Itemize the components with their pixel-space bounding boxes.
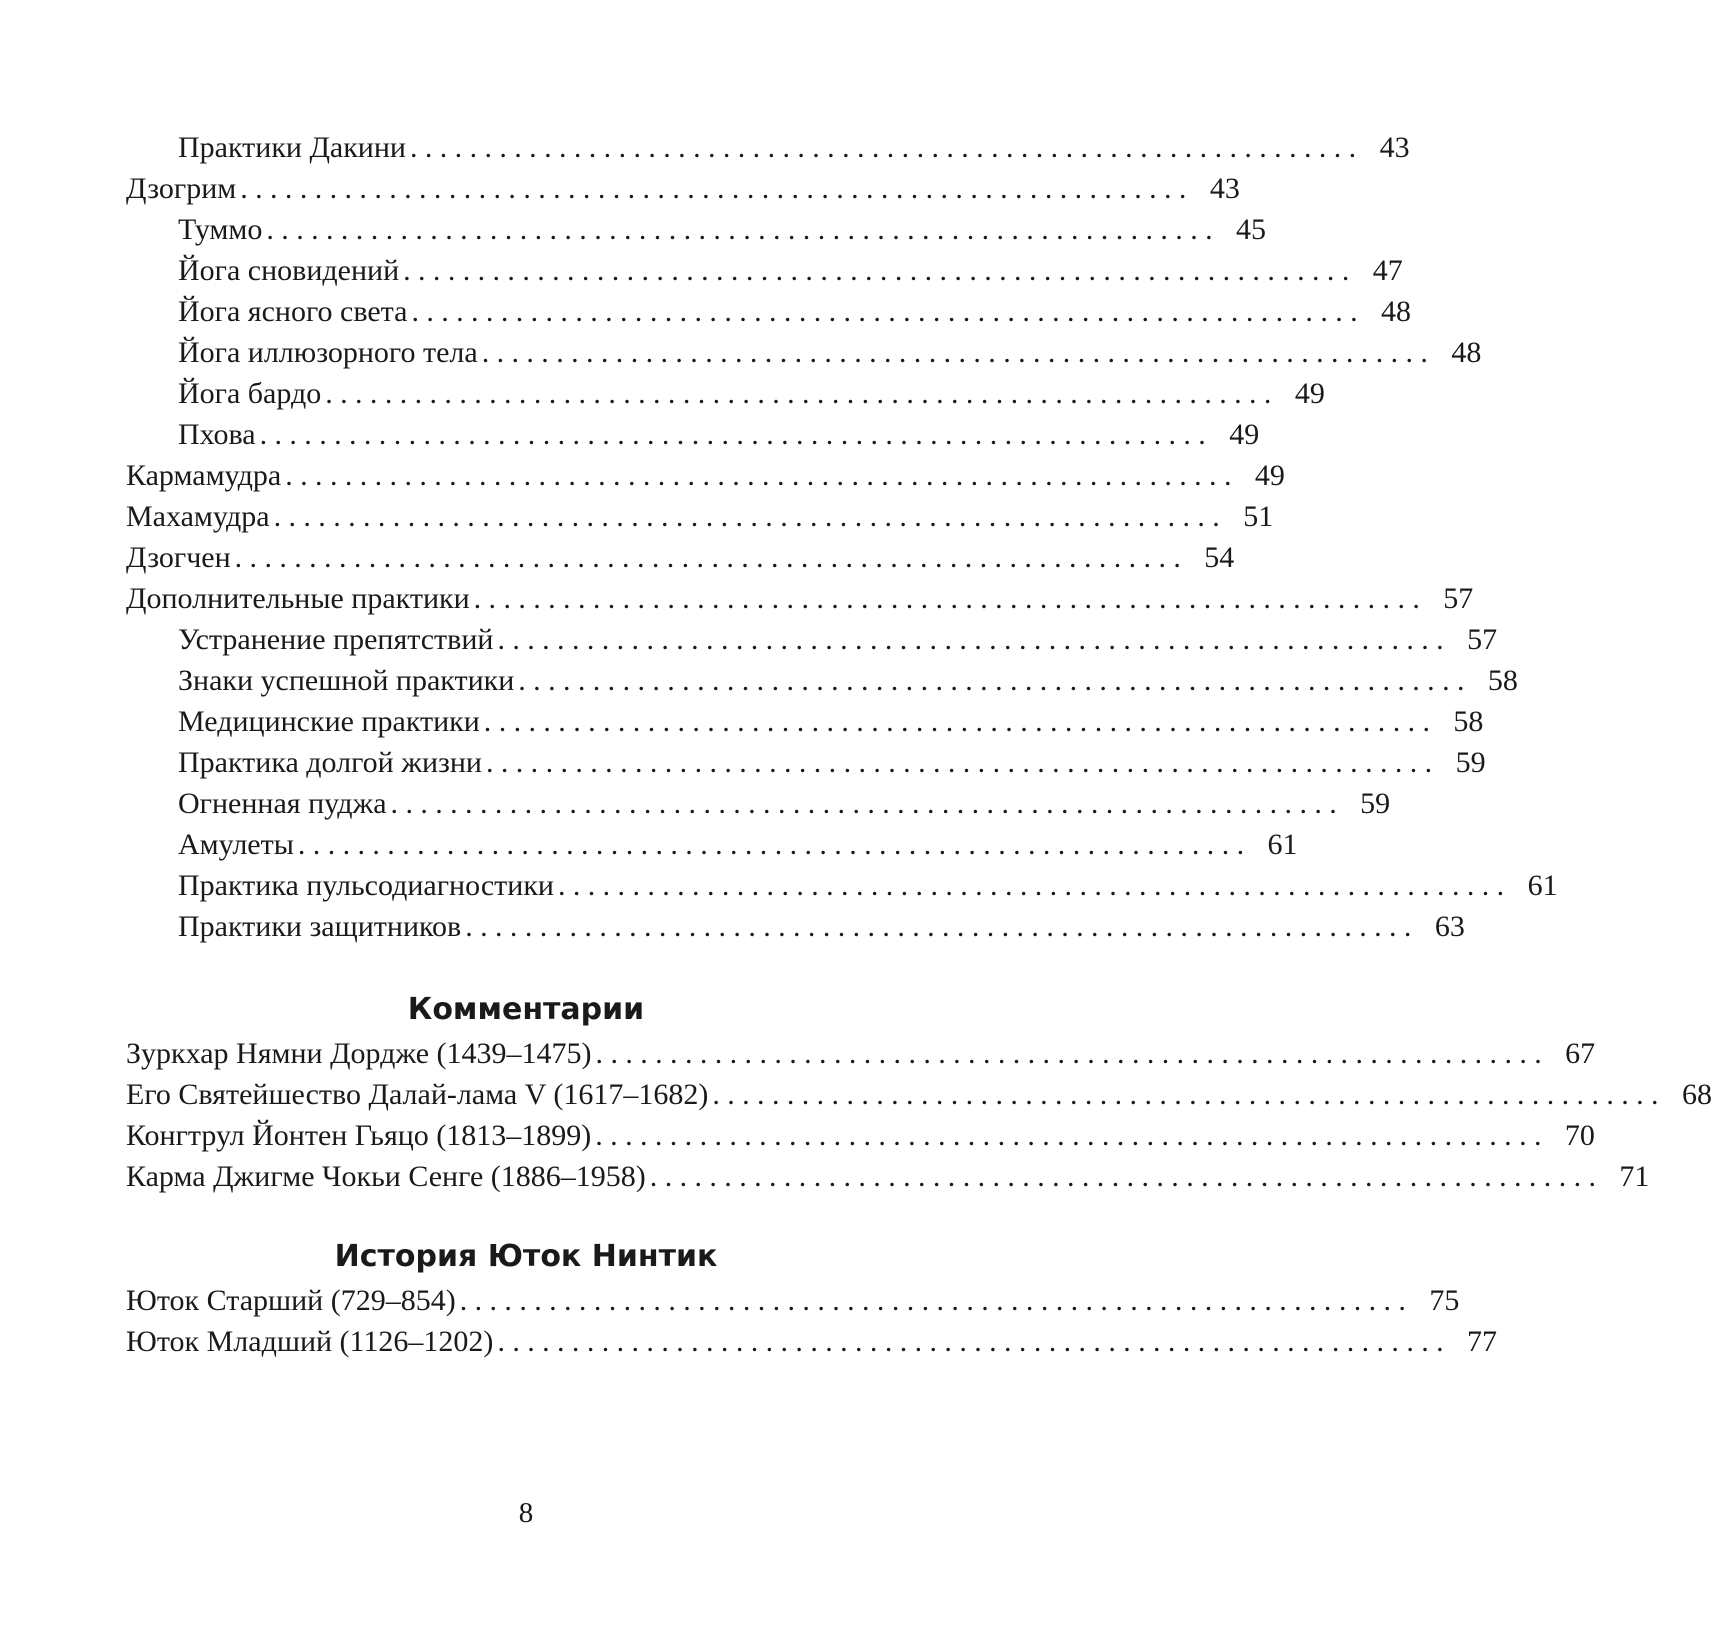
toc-entry-title: Кармамудра: [126, 459, 282, 492]
dot-leader: ................................................................: [649, 1160, 1604, 1193]
toc-entry-page: 77: [1467, 1325, 1498, 1358]
toc-entry-title: Йога ясного света: [178, 295, 408, 328]
toc-entry-title: Махамудра: [126, 500, 270, 533]
toc-entry-page: 61: [1527, 869, 1558, 902]
dot-leader: ................................................................: [240, 172, 1194, 205]
toc-entry-page: 57: [1443, 582, 1474, 615]
dot-leader: ................................................................: [557, 869, 1512, 902]
toc-entry: [178, 332, 1482, 374]
dot-leader: ................................................................: [712, 1078, 1666, 1111]
dot-leader: ................................................................: [497, 1325, 1452, 1358]
toc-entry: [178, 619, 1498, 661]
toc-entry: [126, 537, 1235, 579]
toc-entry-title: Практика пульсодиагностики: [178, 869, 554, 902]
toc-entry-page: 49: [1254, 459, 1285, 492]
toc-entry: [126, 455, 1285, 497]
dot-leader: ................................................................: [409, 131, 1364, 164]
dot-leader: ................................................................: [390, 787, 1345, 820]
toc-entry-title: Юток Младший (1126–1202): [126, 1325, 494, 1358]
toc-entry-page: 61: [1267, 828, 1298, 861]
toc-entry-page: 68: [1681, 1078, 1712, 1111]
toc-entry-page: 54: [1204, 541, 1235, 574]
toc-entry-title: Дзогчен: [126, 541, 231, 574]
toc-entry-title: Конгтрул Йонтен Гьяцо (1813–1899): [126, 1119, 592, 1152]
toc-entry-page: 49: [1294, 377, 1325, 410]
toc-entry-page: 48: [1381, 295, 1412, 328]
dot-leader: ................................................................: [473, 582, 1428, 615]
toc-entry-title: Зуркхар Нямни Дордже (1439–1475): [126, 1037, 592, 1070]
toc-entry: [178, 701, 1484, 743]
toc-entry-page: 51: [1243, 500, 1274, 533]
toc-entry-page: 43: [1379, 131, 1410, 164]
toc-entry: [178, 742, 1486, 784]
dot-leader: ................................................................: [325, 377, 1279, 410]
dot-leader: ................................................................: [411, 295, 1366, 328]
dot-leader: ................................................................: [459, 1284, 1414, 1317]
toc-entry-title: Практика долгой жизни: [178, 746, 482, 779]
toc-entry: [126, 1033, 1596, 1075]
toc-entry-title: Юток Старший (729–854): [126, 1284, 456, 1317]
dot-leader: ................................................................: [259, 418, 1214, 451]
toc-entry: [126, 578, 1474, 620]
toc-entry-title: Практики Дакини: [178, 131, 406, 164]
dot-leader: ................................................................: [465, 910, 1419, 943]
toc-entry: [126, 168, 1240, 210]
toc-entry-page: 47: [1372, 254, 1403, 287]
dot-leader: ................................................................: [485, 746, 1440, 779]
toc-entry-title: Огненная пуджа: [178, 787, 387, 820]
dot-leader: ................................................................: [595, 1119, 1549, 1152]
toc-entry: [126, 496, 1274, 538]
dot-leader: ................................................................: [297, 828, 1252, 861]
toc-entry-title: Пхова: [178, 418, 256, 451]
toc-entry-title: Медицинские практики: [178, 705, 480, 738]
page-number: 8: [518, 1497, 534, 1529]
dot-leader: ................................................................: [481, 336, 1436, 369]
toc-entry: [178, 373, 1325, 415]
toc-entry-title: Его Святейшество Далай-лама V (1617–1682): [126, 1078, 709, 1111]
dot-leader: ................................................................: [285, 459, 1239, 492]
dot-leader: ................................................................: [483, 705, 1438, 738]
toc-entry: [178, 250, 1403, 292]
toc-entry: [178, 660, 1518, 702]
toc-entry-title: Йога бардо: [178, 377, 322, 410]
dot-leader: ................................................................: [266, 213, 1221, 246]
toc-entry-page: 59: [1360, 787, 1391, 820]
section-heading-history: История Юток Нинтик: [334, 1239, 718, 1274]
toc-entry-title: Амулеты: [178, 828, 294, 861]
toc-entry-page: 57: [1467, 623, 1498, 656]
toc-entry-page: 67: [1565, 1037, 1596, 1070]
toc-entry-page: 43: [1209, 172, 1240, 205]
toc-entry-page: 59: [1455, 746, 1486, 779]
dot-leader: ................................................................: [403, 254, 1357, 287]
section-heading-commentaries: Комментарии: [407, 992, 645, 1027]
toc-entry: [126, 1074, 1712, 1116]
toc-entry-page: 75: [1429, 1284, 1460, 1317]
toc-entry: [178, 865, 1558, 907]
toc-entry-title: Знаки успешной практики: [178, 664, 515, 697]
toc-entry: [178, 291, 1412, 333]
toc-entry: [126, 1321, 1498, 1363]
toc-entry: [178, 906, 1465, 948]
toc-entry-page: 49: [1229, 418, 1260, 451]
toc-entry-page: 45: [1236, 213, 1267, 246]
toc-entry-page: 48: [1451, 336, 1482, 369]
toc-entry-page: 70: [1564, 1119, 1595, 1152]
toc-entry-title: Дзогрим: [126, 172, 237, 205]
dot-leader: ................................................................: [518, 664, 1472, 697]
toc-entry-page: 63: [1434, 910, 1465, 943]
toc-entry: [178, 824, 1298, 866]
toc-entry: [178, 209, 1267, 251]
toc-entry: [126, 1280, 1460, 1322]
dot-leader: ................................................................: [273, 500, 1228, 533]
toc-entry: [126, 1115, 1595, 1157]
toc-entry: [126, 1156, 1650, 1198]
toc-entry-title: Карма Джигме Чокьи Сенге (1886–1958): [126, 1160, 646, 1193]
toc-entry-title: Йога сновидений: [178, 254, 400, 287]
toc-entry-title: Дополнительные практики: [126, 582, 470, 615]
toc-entry: [178, 414, 1260, 456]
toc-entry-title: Устранение препятствий: [178, 623, 494, 656]
dot-leader: ................................................................: [595, 1037, 1550, 1070]
toc-entry-title: Туммо: [178, 213, 263, 246]
dot-leader: ................................................................: [497, 623, 1452, 656]
toc-entry-title: Йога иллюзорного тела: [178, 336, 478, 369]
toc-entry-page: 58: [1453, 705, 1484, 738]
toc-entry-page: 71: [1619, 1160, 1650, 1193]
dot-leader: ................................................................: [234, 541, 1189, 574]
toc-entry: [178, 783, 1391, 825]
toc-entry: [178, 127, 1410, 169]
toc-entry-title: Практики защитников: [178, 910, 462, 943]
toc-entry-page: 58: [1487, 664, 1518, 697]
